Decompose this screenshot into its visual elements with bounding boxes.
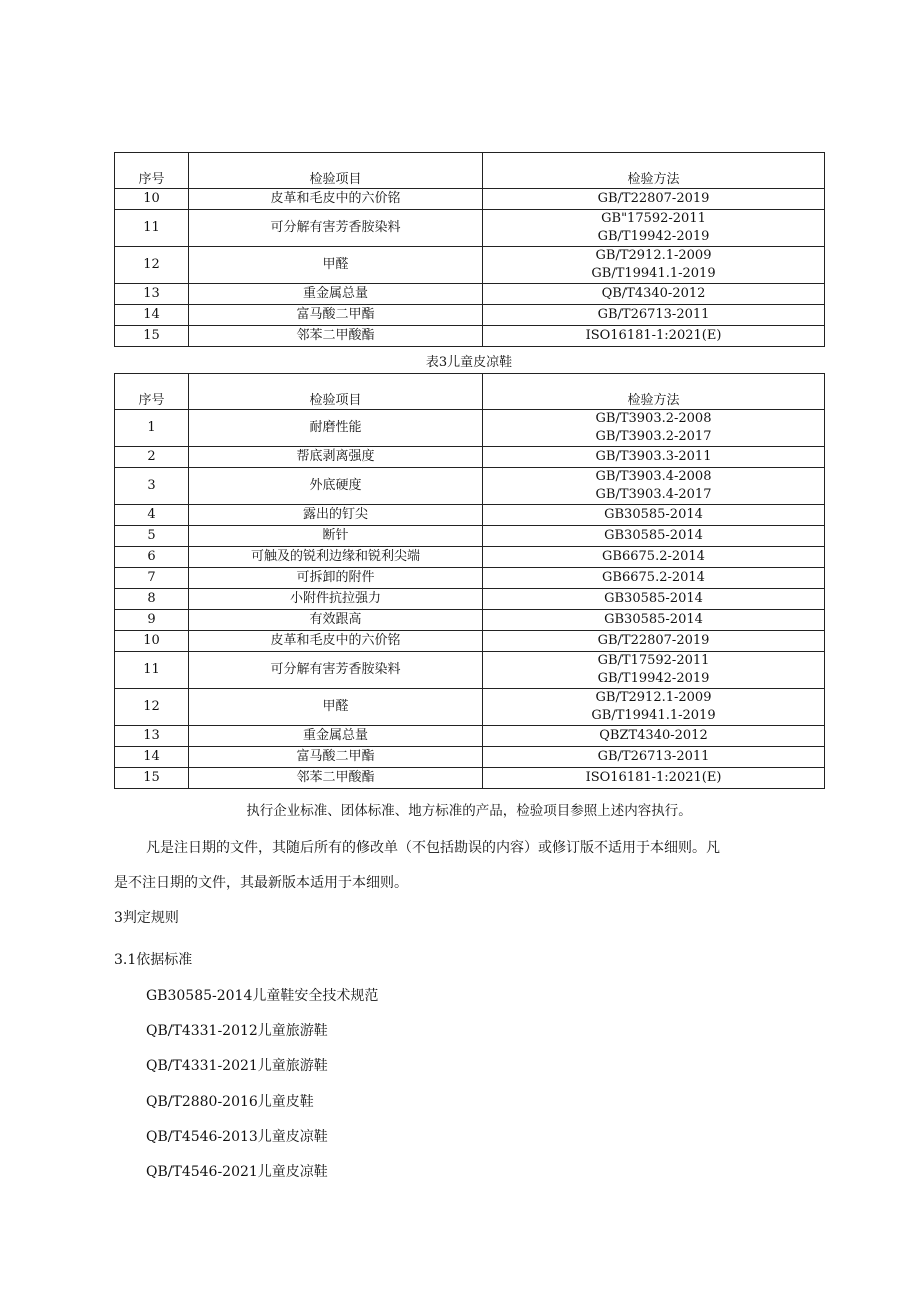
method-line: GB/T19941.1-2019 [591, 708, 716, 723]
dated-reference-paragraph-line1: 凡是注日期的文件，其随后所有的修改单（不包括勘误的内容）或修订版不适用于本细则。凡 [146, 840, 720, 856]
cell-method [483, 726, 825, 747]
method-line: GB/T3903.3-2011 [595, 449, 712, 464]
header-serial: 序号 [115, 374, 189, 410]
table-row [115, 468, 825, 505]
cell-serial: 15 [115, 768, 189, 789]
cell-serial: 10 [115, 631, 189, 652]
standard-item: GB30585-2014儿童鞋安全技术规范 [146, 988, 379, 1004]
cell-item: 小附件抗拉强力 [189, 589, 483, 610]
cell-method [483, 410, 825, 447]
method-line: GB/T26713-2011 [597, 307, 710, 322]
method-line: GB30585-2014 [604, 528, 703, 543]
table-row [115, 326, 825, 347]
cell-method [483, 284, 825, 305]
cell-item: 耐磨性能 [189, 410, 483, 447]
cell-item: 皮革和毛皮中的六价铭 [189, 189, 483, 210]
header-item: 检验项目 [189, 374, 483, 410]
dated-reference-paragraph-line2: 是不注日期的文件，其最新版本适用于本细则。 [114, 875, 408, 891]
section-heading-judgement-rules: 3判定规则 [114, 910, 179, 926]
cell-item: 邻苯二甲酸酯 [189, 326, 483, 347]
table-row [115, 631, 825, 652]
table-row [115, 652, 825, 689]
cell-method [483, 547, 825, 568]
method-line: GB6675.2-2014 [602, 570, 705, 585]
cell-method [483, 631, 825, 652]
header-method: 检验方法 [483, 374, 825, 410]
method-line: GB/T17592-2011 [597, 653, 710, 668]
standard-item: QB/T4331-2021儿童旅游鞋 [146, 1058, 328, 1074]
method-line: QB/T4340-2012 [601, 286, 706, 301]
method-line: GB/T19942-2019 [597, 671, 710, 686]
cell-serial: 12 [115, 247, 189, 284]
method-line: GB30585-2014 [604, 591, 703, 606]
table-row [115, 589, 825, 610]
cell-item: 甲醛 [189, 247, 483, 284]
header-item: 检验项目 [189, 153, 483, 189]
cell-serial: 13 [115, 726, 189, 747]
cell-method [483, 568, 825, 589]
cell-serial: 3 [115, 468, 189, 505]
method-line: ISO16181-1:2021(E) [585, 770, 722, 785]
cell-item: 帮底剥离强度 [189, 447, 483, 468]
inspection-table-continued [114, 152, 825, 347]
cell-method [483, 652, 825, 689]
table-row [115, 568, 825, 589]
table-row [115, 447, 825, 468]
table-row [115, 726, 825, 747]
cell-item: 外底硬度 [189, 468, 483, 505]
cell-serial: 10 [115, 189, 189, 210]
method-line: GB/T19942-2019 [597, 229, 710, 244]
cell-method [483, 189, 825, 210]
cell-serial: 9 [115, 610, 189, 631]
cell-serial: 14 [115, 305, 189, 326]
cell-item: 可拆卸的附件 [189, 568, 483, 589]
cell-serial: 11 [115, 652, 189, 689]
standards-note: 执行企业标准、团体标准、地方标准的产品，检验项目参照上述内容执行。 [246, 803, 692, 819]
cell-serial: 11 [115, 210, 189, 247]
method-line: GB30585-2014 [604, 612, 703, 627]
cell-method [483, 689, 825, 726]
method-line: GB/T3903.2-2017 [595, 429, 712, 444]
cell-method [483, 589, 825, 610]
cell-serial: 4 [115, 505, 189, 526]
cell-method [483, 505, 825, 526]
subsection-heading-basis-standards: 3.1依据标准 [114, 952, 193, 968]
table-row [115, 210, 825, 247]
table-row [115, 505, 825, 526]
table-row [115, 526, 825, 547]
table-row [115, 547, 825, 568]
cell-item: 重金属总量 [189, 726, 483, 747]
cell-item: 可触及的锐利边缘和锐利尖端 [189, 547, 483, 568]
standard-item: QB/T4546-2013儿童皮凉鞋 [146, 1129, 328, 1145]
cell-item: 富马酸二甲酯 [189, 305, 483, 326]
table-row [115, 689, 825, 726]
table-row [115, 747, 825, 768]
method-line: GB/T19941.1-2019 [591, 266, 716, 281]
cell-item: 甲醛 [189, 689, 483, 726]
cell-method [483, 610, 825, 631]
cell-method [483, 326, 825, 347]
cell-item: 可分解有害芳香胺染料 [189, 652, 483, 689]
cell-serial: 8 [115, 589, 189, 610]
method-line: ISO16181-1:2021(E) [585, 328, 722, 343]
cell-method [483, 768, 825, 789]
method-line: GB/T3903.2-2008 [595, 411, 712, 426]
header-method: 检验方法 [483, 153, 825, 189]
method-line: GB/T26713-2011 [597, 749, 710, 764]
inspection-table-children-sandals [114, 373, 825, 789]
table-caption: 表3儿童皮凉鞋 [425, 355, 513, 370]
cell-serial: 12 [115, 689, 189, 726]
cell-serial: 14 [115, 747, 189, 768]
method-line: QBZT4340-2012 [599, 728, 708, 743]
cell-method [483, 747, 825, 768]
cell-item: 断针 [189, 526, 483, 547]
table-row [115, 768, 825, 789]
method-line: GB"17592-2011 [601, 211, 706, 226]
method-line: GB/T22807-2019 [597, 633, 710, 648]
cell-serial: 5 [115, 526, 189, 547]
table-row [115, 410, 825, 447]
cell-item: 富马酸二甲酯 [189, 747, 483, 768]
standard-item: QB/T2880-2016儿童皮鞋 [146, 1094, 314, 1110]
cell-serial: 1 [115, 410, 189, 447]
cell-serial: 6 [115, 547, 189, 568]
table-row [115, 284, 825, 305]
cell-method [483, 210, 825, 247]
cell-method [483, 247, 825, 284]
table-row [115, 610, 825, 631]
cell-serial: 13 [115, 284, 189, 305]
method-line: GB30585-2014 [604, 507, 703, 522]
cell-item: 重金属总量 [189, 284, 483, 305]
method-line: GB/T22807-2019 [597, 191, 710, 206]
cell-method [483, 447, 825, 468]
cell-serial: 7 [115, 568, 189, 589]
cell-method [483, 526, 825, 547]
table-row [115, 247, 825, 284]
cell-item: 邻苯二甲酸酯 [189, 768, 483, 789]
cell-item: 有效跟高 [189, 610, 483, 631]
method-line: GB/T3903.4-2017 [595, 487, 712, 502]
cell-item: 可分解有害芳香胺染料 [189, 210, 483, 247]
standard-item: QB/T4331-2012儿童旅游鞋 [146, 1023, 328, 1039]
table-row [115, 305, 825, 326]
method-line: GB/T2912.1-2009 [595, 690, 712, 705]
header-serial: 序号 [115, 153, 189, 189]
method-line: GB6675.2-2014 [602, 549, 705, 564]
cell-item: 皮革和毛皮中的六价铭 [189, 631, 483, 652]
table-row [115, 189, 825, 210]
standard-item: QB/T4546-2021儿童皮凉鞋 [146, 1164, 328, 1180]
cell-serial: 15 [115, 326, 189, 347]
cell-serial: 2 [115, 447, 189, 468]
method-line: GB/T2912.1-2009 [595, 248, 712, 263]
cell-method [483, 468, 825, 505]
method-line: GB/T3903.4-2008 [595, 469, 712, 484]
cell-item: 露出的钉尖 [189, 505, 483, 526]
cell-method [483, 305, 825, 326]
